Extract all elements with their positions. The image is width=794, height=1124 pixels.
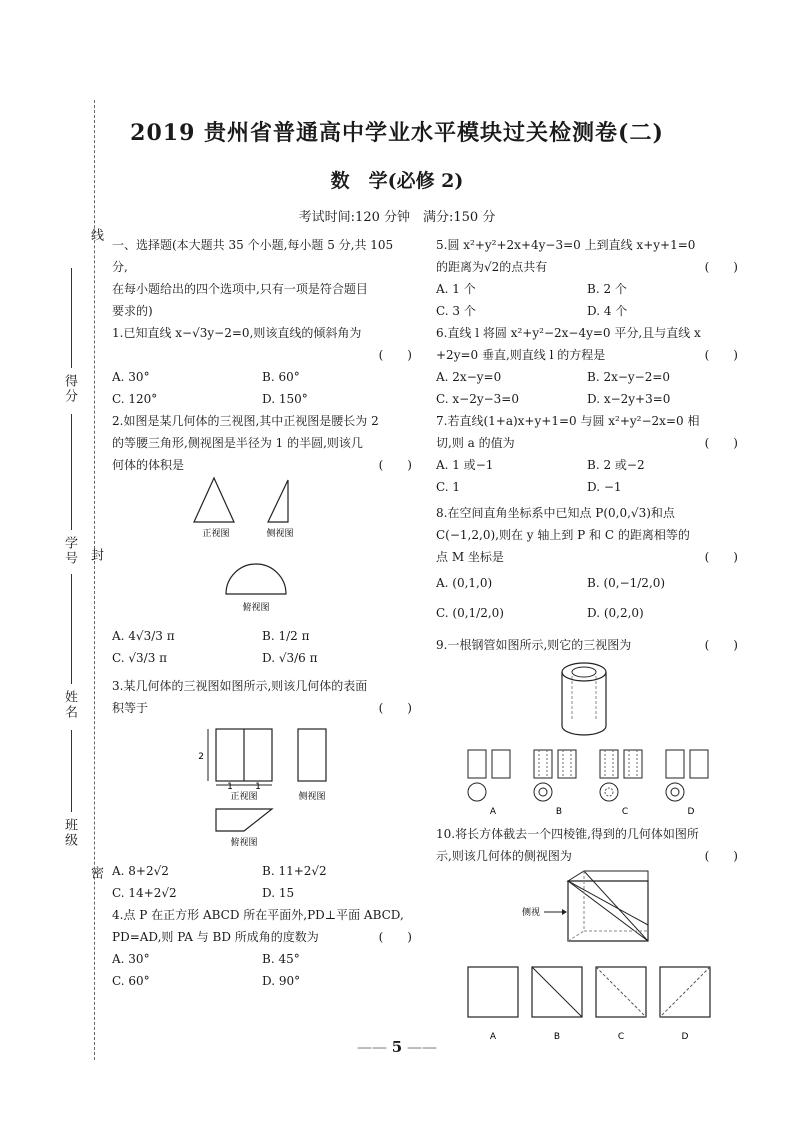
q9-d-top-inner (671, 788, 679, 796)
q9-c-front (600, 750, 618, 778)
q2-option-d: D. √3/6 π (262, 651, 318, 665)
q10-hidden-depth (568, 931, 584, 941)
q2-line-2: 的等腰三角形,侧视图是半径为 1 的半圆,则该几 (112, 436, 363, 450)
q9-label-c: C (621, 807, 629, 816)
q10-line-1: 10.将长方体截去一个四棱锥,得到的几何体如图所 (436, 827, 699, 841)
q8-option-a: A. (0,1,0) (436, 576, 493, 590)
q4-answer-paren: ( ) (378, 930, 412, 944)
section-heading-1: 一、选择题(本大题共 35 个小题,每小题 5 分,共 105 分, (112, 238, 394, 274)
q7-line-2: 切,则 a 的值为 (436, 436, 515, 450)
q3-option-a: A. 8+2√2 (112, 864, 169, 878)
q8-line-2: C(−1,2,0),则在 y 轴上到 P 和 C 的距离相等的 (436, 528, 690, 542)
q2-line-3: 何体的体积是 (112, 458, 185, 472)
q9-a-front (468, 750, 486, 778)
q2-line-1: 2.如图是某几何体的三视图,其中正视图是腰长为 2 (112, 414, 379, 428)
q9-pipe-top-inner (572, 667, 596, 677)
q6-option-d: D. x−2y+3=0 (587, 392, 671, 406)
q9-pipe-figure (436, 656, 738, 816)
q10-option-d-diagonal (660, 967, 710, 1017)
q9-answer-paren: ( ) (704, 638, 738, 652)
q2-front-view-triangle (194, 478, 234, 522)
q1-option-a: A. 30° (112, 370, 150, 384)
q2-front-label: 正视图 (202, 529, 230, 539)
q6-option-c: C. x−2y−3=0 (436, 392, 519, 406)
q9-stem: 9.一根钢管如图所示,则它的三视图为 (436, 638, 632, 652)
side-name-label: 姓名 (62, 690, 77, 720)
q10-line-2: 示,则该几何体的侧视图为 (436, 849, 572, 863)
q1-answer-paren: ( ) (378, 348, 412, 362)
question-7 (436, 410, 738, 498)
q9-b-front (534, 750, 552, 778)
q9-a-side (492, 750, 510, 778)
q6-option-a: A. 2x−y=0 (436, 370, 502, 384)
q3-option-c: C. 14+2√2 (112, 886, 177, 900)
q10-label-c: C (617, 1032, 625, 1042)
question-10 (436, 823, 738, 1052)
q6-option-b: B. 2x−y−2=0 (587, 370, 671, 384)
q9-b-top-inner (539, 788, 547, 796)
q10-side-view-label: 侧视 (521, 908, 540, 918)
q2-side-view-triangle (268, 480, 288, 522)
q4-option-a: A. 30° (112, 952, 150, 966)
q10-option-b-diagonal (532, 967, 582, 1017)
q9-d-side (690, 750, 708, 778)
q6-line-1: 6.直线 l 将圆 x²+y²−2x−4y=0 平分,且与直线 x (436, 326, 701, 340)
q9-pipe-bottom (562, 726, 606, 735)
q3-dim-2: 2 (198, 752, 204, 762)
q4-option-c: C. 60° (112, 974, 150, 988)
side-dense-mark: 密 (88, 866, 103, 881)
name-blank (71, 574, 72, 684)
q10-cuboid-figure (436, 867, 738, 1045)
q9-a-top (468, 783, 486, 801)
q7-option-b: B. 2 或−2 (587, 458, 645, 472)
q3-top-view (216, 809, 272, 831)
side-line-mark: 线 (88, 228, 103, 243)
q1-stem: 1.已知直线 x−√3y−2=0,则该直线的倾斜角为 (112, 326, 362, 340)
q4-line-2: PD=AD,则 PA 与 BD 所成角的度数为 (112, 930, 319, 944)
q2-side-label: 侧视图 (266, 529, 294, 539)
q9-c-top-outer (600, 783, 618, 801)
id-blank (71, 414, 72, 530)
q10-option-c-diagonal (596, 967, 646, 1017)
footer-dash-right: —— (402, 1038, 437, 1056)
q7-option-a: A. 1 或−1 (436, 458, 494, 472)
q2-top-view-semicircle (226, 564, 286, 594)
side-seal-mark: 封 (88, 548, 103, 563)
question-3 (112, 675, 412, 904)
q10-label-d: D (681, 1032, 689, 1042)
q10-option-a-square (468, 967, 518, 1017)
q5-option-c: C. 3 个 (436, 304, 476, 318)
q9-pipe-top-outer (562, 663, 606, 681)
question-4 (112, 904, 412, 992)
exam-title: 2019 贵州省普通高中学业水平模块过关检测卷(二) (130, 120, 664, 146)
q5-option-d: D. 4 个 (587, 304, 628, 318)
q4-option-b: B. 45° (262, 952, 300, 966)
class-blank (71, 730, 72, 812)
q7-option-d: D. −1 (587, 480, 622, 494)
q5-line-1: 5.圆 x²+y²+2x+4y−3=0 上到直线 x+y+1=0 (436, 238, 696, 252)
q3-three-view-figure (112, 719, 412, 853)
left-column (112, 234, 412, 992)
q7-option-c: C. 1 (436, 480, 461, 494)
q9-d-top-outer (666, 783, 684, 801)
score-blank (71, 268, 72, 368)
q9-label-a: A (489, 807, 497, 816)
q3-dim-1-left: 1 (227, 782, 233, 792)
q3-dim-1-right: 1 (255, 782, 261, 792)
q2-top-label: 俯视图 (242, 603, 270, 613)
q10-answer-paren: ( ) (704, 849, 738, 863)
q8-option-c: C. (0,1/2,0) (436, 606, 504, 620)
q3-option-b: B. 11+2√2 (262, 864, 327, 878)
question-8 (436, 502, 738, 628)
q2-option-c: C. √3/3 π (112, 651, 168, 665)
q1-option-d: D. 150° (262, 392, 308, 406)
q9-c-top-inner (605, 788, 613, 796)
q4-line-1: 4.点 P 在正方形 ABCD 所在平面外,PD⊥平面 ABCD, (112, 908, 404, 922)
right-column (436, 234, 738, 1052)
binding-dashed-line (94, 100, 95, 1060)
q4-option-d: D. 90° (262, 974, 301, 988)
q2-answer-paren: ( ) (378, 458, 412, 472)
q3-line-2: 积等于 (112, 701, 149, 715)
q3-side-label: 侧视图 (298, 792, 326, 802)
side-id-label: 学号 (62, 536, 77, 566)
q2-option-a: A. 4√3/3 π (112, 629, 175, 643)
q3-top-label: 俯视图 (230, 838, 258, 848)
q10-arrow-head (562, 909, 567, 915)
q9-label-b: B (555, 807, 563, 816)
q8-option-d: D. (0,2,0) (587, 606, 644, 620)
q10-label-b: B (553, 1032, 561, 1042)
q3-side-view (298, 729, 326, 781)
q5-answer-paren: ( ) (704, 260, 738, 274)
q7-line-1: 7.若直线(1+a)x+y+1=0 与圆 x²+y²−2x=0 相 (436, 414, 700, 428)
q3-front-label: 正视图 (230, 792, 258, 802)
exam-info: 考试时间:120 分钟 满分:150 分 (298, 210, 496, 225)
question-6 (436, 322, 738, 410)
q10-cut-line-1 (568, 881, 648, 941)
question-9 (436, 634, 738, 823)
side-class-label: 班级 (62, 818, 77, 848)
q7-answer-paren: ( ) (704, 436, 738, 450)
q9-c-side (624, 750, 642, 778)
q8-line-1: 8.在空间直角坐标系中已知点 P(0,0,√3)和点 (436, 506, 675, 520)
q9-b-top-outer (534, 783, 552, 801)
q3-option-d: D. 15 (262, 886, 295, 900)
q5-line-2: 的距离为√2的点共有 (436, 260, 548, 274)
q5-option-b: B. 2 个 (587, 282, 627, 296)
section-heading-2: 在每小题给出的四个选项中,只有一项是符合题目 (112, 282, 368, 296)
q3-line-1: 3.某几何体的三视图如图所示,则该几何体的表面 (112, 679, 368, 693)
q3-answer-paren: ( ) (378, 701, 412, 715)
q10-cuboid-top (568, 871, 648, 881)
section-heading-3: 要求的) (112, 304, 153, 318)
side-score-label: 得分 (62, 374, 77, 404)
q8-answer-paren: ( ) (704, 550, 738, 564)
q1-option-c: C. 120° (112, 392, 158, 406)
question-1 (112, 322, 412, 410)
q10-cut-line-2 (568, 881, 648, 925)
q2-three-view-figure (112, 476, 412, 618)
q6-line-2: +2y=0 垂直,则直线 l 的方程是 (436, 348, 606, 362)
question-2 (112, 410, 412, 669)
q9-b-side (558, 750, 576, 778)
page-number: 5 (391, 1038, 403, 1056)
q8-option-b: B. (0,−1/2,0) (587, 576, 666, 590)
question-5 (436, 234, 738, 322)
page-footer (0, 1038, 794, 1056)
q9-label-d: D (687, 807, 695, 816)
q1-option-b: B. 60° (262, 370, 300, 384)
q2-option-b: B. 1/2 π (262, 629, 310, 643)
exam-subject: 数 学(必修 2) (330, 170, 464, 192)
q8-line-3: 点 M 坐标是 (436, 550, 504, 564)
q5-option-a: A. 1 个 (436, 282, 476, 296)
footer-dash-left: —— (357, 1038, 392, 1056)
q10-label-a: A (489, 1032, 497, 1042)
q6-answer-paren: ( ) (704, 348, 738, 362)
q9-d-front (666, 750, 684, 778)
